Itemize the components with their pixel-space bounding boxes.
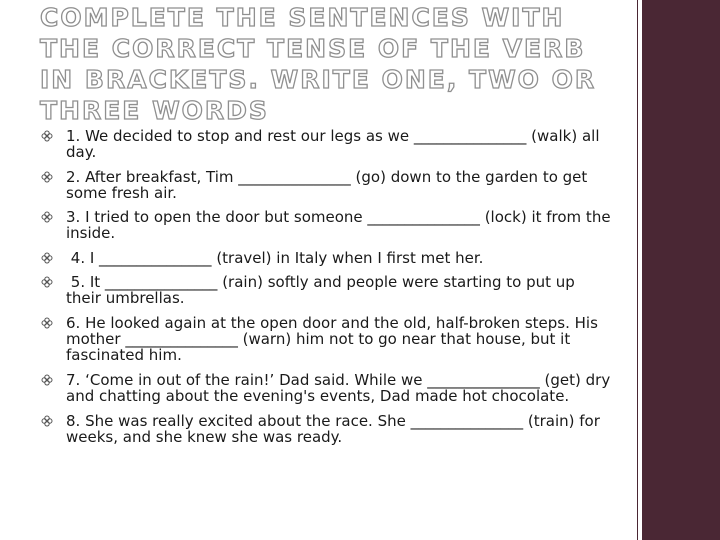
page-title: COMPLETE THE SENTENCES WITH THE CORRECT TENSE OF THE VERB IN BRACKETS. WRITE ONE, TWO OR THREE WORDS bbox=[40, 3, 597, 125]
sentence-text: 5. It _______________ (rain) softly and people were starting to put up their umbrellas. bbox=[66, 273, 580, 308]
sentence-list bbox=[40, 127, 616, 447]
sidebar-divider bbox=[637, 0, 638, 540]
flower-bullet-icon bbox=[41, 171, 53, 183]
list-item bbox=[40, 169, 612, 202]
flower-bullet-icon bbox=[41, 415, 53, 427]
flower-bullet-icon bbox=[41, 252, 53, 264]
sentence-text: 1. We decided to stop and rest our legs as we _______________ (walk) all day. bbox=[66, 127, 605, 162]
sentence-text: 8. She was really excited about the race. She _______________ (train) for weeks, and she knew she was ready. bbox=[66, 412, 605, 447]
sentence-text: 7. ‘Come in out of the rain!’ Dad said. While we _______________ (get) dry and chatting about the evening's events, Dad made hot chocolate. bbox=[66, 370, 615, 405]
list-item bbox=[40, 128, 612, 161]
sentence-text: 6. He looked again at the open door and the old, half-broken steps. His mother _______________ (warn) him not to go near that house, but it fascinated him. bbox=[66, 313, 603, 365]
list-item bbox=[40, 208, 616, 243]
flower-bullet-icon bbox=[41, 211, 53, 223]
list-item bbox=[40, 370, 615, 405]
list-item bbox=[40, 250, 612, 266]
flower-bullet-icon bbox=[41, 130, 53, 142]
flower-bullet-icon bbox=[41, 374, 53, 386]
sentence-text: 3. I tried to open the door but someone _______________ (lock) it from the inside. bbox=[66, 208, 616, 243]
decorative-sidebar bbox=[642, 0, 720, 540]
flower-bullet-icon bbox=[41, 317, 53, 329]
list-item bbox=[40, 413, 612, 446]
sentence-text: 4. I _______________ (travel) in Italy when I first met her. bbox=[66, 248, 484, 267]
sentence-text: 2. After breakfast, Tim _______________ (go) down to the garden to get some fresh air. bbox=[66, 167, 593, 202]
flower-bullet-icon bbox=[41, 276, 53, 288]
list-item bbox=[40, 274, 612, 307]
list-item bbox=[40, 315, 612, 364]
